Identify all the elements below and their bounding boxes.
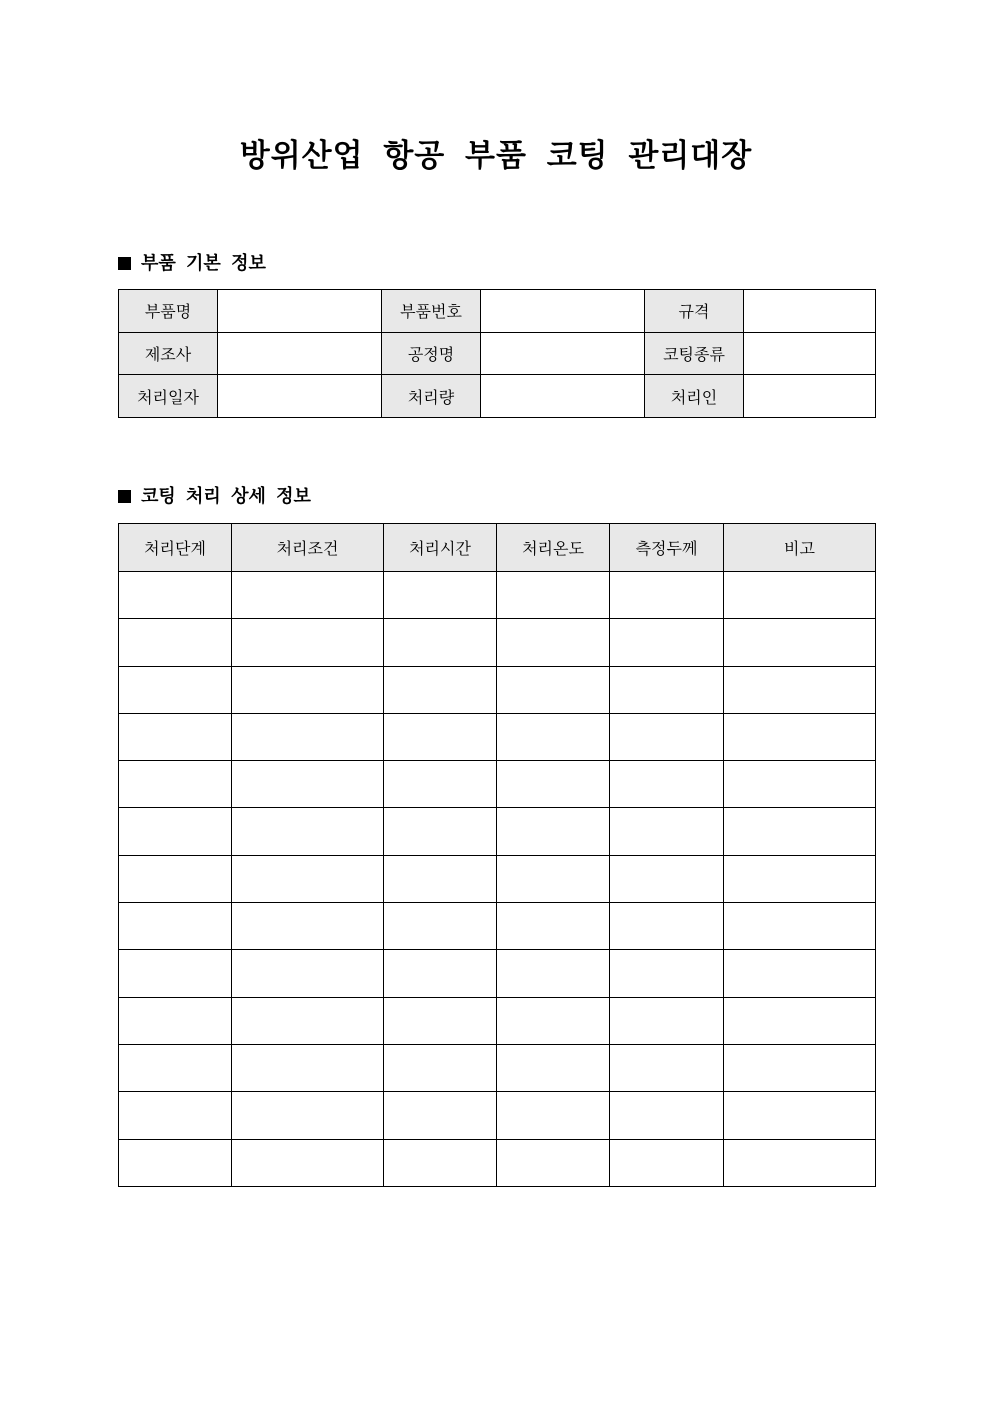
section-heading-detail-info — [118, 485, 311, 509]
remarks-cell[interactable] — [724, 619, 876, 666]
measured-thickness-cell[interactable] — [610, 572, 724, 619]
process-time-cell[interactable] — [384, 1092, 497, 1139]
measured-thickness-cell[interactable] — [610, 903, 724, 950]
process-condition-cell[interactable] — [232, 1044, 384, 1091]
process-stage-cell[interactable] — [119, 855, 232, 902]
manufacturer-field[interactable] — [218, 332, 382, 375]
remarks-cell[interactable] — [724, 572, 876, 619]
process-temperature-cell[interactable] — [497, 761, 610, 808]
process-date-field[interactable] — [218, 375, 382, 418]
process-stage-cell[interactable] — [119, 903, 232, 950]
process-stage-cell[interactable] — [119, 1092, 232, 1139]
square-bullet-icon — [118, 257, 131, 270]
measured-thickness-cell[interactable] — [610, 761, 724, 808]
process-time-cell[interactable] — [384, 619, 497, 666]
specification-field[interactable] — [744, 290, 876, 333]
process-condition-cell[interactable] — [232, 950, 384, 997]
process-condition-cell[interactable] — [232, 1139, 384, 1186]
remarks-cell[interactable] — [724, 855, 876, 902]
process-condition-cell[interactable] — [232, 666, 384, 713]
process-time-cell[interactable] — [384, 572, 497, 619]
operator-field[interactable] — [744, 375, 876, 418]
measured-thickness-cell[interactable] — [610, 619, 724, 666]
table-row — [119, 903, 876, 950]
process-name-field[interactable] — [481, 332, 645, 375]
process-quantity-field[interactable] — [481, 375, 645, 418]
process-stage-cell[interactable] — [119, 950, 232, 997]
table-row — [119, 666, 876, 713]
measured-thickness-cell[interactable] — [610, 666, 724, 713]
process-stage-cell[interactable] — [119, 1139, 232, 1186]
process-stage-cell[interactable] — [119, 666, 232, 713]
process-time-cell[interactable] — [384, 713, 497, 760]
square-bullet-icon — [118, 490, 131, 503]
measured-thickness-cell[interactable] — [610, 950, 724, 997]
table-row — [119, 950, 876, 997]
process-condition-cell[interactable] — [232, 619, 384, 666]
process-temperature-cell[interactable] — [497, 950, 610, 997]
process-time-cell[interactable] — [384, 1044, 497, 1091]
table-row — [119, 572, 876, 619]
process-stage-cell[interactable] — [119, 572, 232, 619]
label-specification: 규격 — [645, 290, 744, 333]
process-stage-cell[interactable] — [119, 619, 232, 666]
process-stage-cell[interactable] — [119, 808, 232, 855]
process-temperature-cell[interactable] — [497, 1139, 610, 1186]
measured-thickness-cell[interactable] — [610, 1092, 724, 1139]
table-row — [119, 1044, 876, 1091]
process-temperature-cell[interactable] — [497, 808, 610, 855]
process-condition-cell[interactable] — [232, 808, 384, 855]
remarks-cell[interactable] — [724, 1092, 876, 1139]
remarks-cell[interactable] — [724, 713, 876, 760]
process-stage-cell[interactable] — [119, 997, 232, 1044]
label-coating-type: 코팅종류 — [645, 332, 744, 375]
remarks-cell[interactable] — [724, 808, 876, 855]
label-process-name: 공정명 — [382, 332, 481, 375]
process-temperature-cell[interactable] — [497, 855, 610, 902]
process-temperature-cell[interactable] — [497, 997, 610, 1044]
measured-thickness-cell[interactable] — [610, 855, 724, 902]
process-temperature-cell[interactable] — [497, 619, 610, 666]
section-heading-basic-info — [118, 252, 266, 276]
table-header-row — [119, 524, 876, 572]
table-row — [119, 619, 876, 666]
column-header-process-time: 처리시간 — [384, 524, 497, 572]
section-heading-label: 부품 기본 정보 — [141, 253, 266, 274]
label-part-number: 부품번호 — [382, 290, 481, 333]
process-condition-cell[interactable] — [232, 761, 384, 808]
remarks-cell[interactable] — [724, 666, 876, 713]
process-temperature-cell[interactable] — [497, 713, 610, 760]
column-header-measured-thickness: 측정두께 — [610, 524, 724, 572]
measured-thickness-cell[interactable] — [610, 1139, 724, 1186]
measured-thickness-cell[interactable] — [610, 997, 724, 1044]
table-row — [119, 713, 876, 760]
table-row — [119, 808, 876, 855]
table-row — [119, 1139, 876, 1186]
label-operator: 처리인 — [645, 375, 744, 418]
measured-thickness-cell[interactable] — [610, 1044, 724, 1091]
label-process-quantity: 처리량 — [382, 375, 481, 418]
table-row — [119, 290, 876, 333]
label-process-date: 처리일자 — [119, 375, 218, 418]
table-row — [119, 761, 876, 808]
process-condition-cell[interactable] — [232, 1092, 384, 1139]
label-manufacturer: 제조사 — [119, 332, 218, 375]
remarks-cell[interactable] — [724, 903, 876, 950]
remarks-cell[interactable] — [724, 997, 876, 1044]
label-part-name: 부품명 — [119, 290, 218, 333]
process-stage-cell[interactable] — [119, 761, 232, 808]
measured-thickness-cell[interactable] — [610, 713, 724, 760]
page-title: 방위산업 항공 부품 코팅 관리대장 — [239, 138, 753, 174]
remarks-cell[interactable] — [724, 950, 876, 997]
detail-table-body — [119, 572, 876, 1187]
process-condition-cell[interactable] — [232, 713, 384, 760]
column-header-process-stage: 처리단계 — [119, 524, 232, 572]
process-time-cell[interactable] — [384, 761, 497, 808]
process-temperature-cell[interactable] — [497, 666, 610, 713]
process-condition-cell[interactable] — [232, 903, 384, 950]
part-name-field[interactable] — [218, 290, 382, 333]
process-temperature-cell[interactable] — [497, 903, 610, 950]
coating-detail-table — [118, 523, 876, 1187]
process-temperature-cell[interactable] — [497, 1092, 610, 1139]
section-heading-label: 코팅 처리 상세 정보 — [141, 486, 311, 507]
table-row — [119, 1092, 876, 1139]
basic-info-table — [118, 289, 876, 418]
table-row — [119, 997, 876, 1044]
table-row — [119, 332, 876, 375]
remarks-cell[interactable] — [724, 1044, 876, 1091]
process-time-cell[interactable] — [384, 903, 497, 950]
process-time-cell[interactable] — [384, 950, 497, 997]
process-stage-cell[interactable] — [119, 713, 232, 760]
remarks-cell[interactable] — [724, 761, 876, 808]
remarks-cell[interactable] — [724, 1139, 876, 1186]
process-time-cell[interactable] — [384, 666, 497, 713]
process-condition-cell[interactable] — [232, 855, 384, 902]
process-time-cell[interactable] — [384, 1139, 497, 1186]
part-number-field[interactable] — [481, 290, 645, 333]
process-temperature-cell[interactable] — [497, 572, 610, 619]
measured-thickness-cell[interactable] — [610, 808, 724, 855]
process-temperature-cell[interactable] — [497, 1044, 610, 1091]
column-header-remarks: 비고 — [724, 524, 876, 572]
process-time-cell[interactable] — [384, 855, 497, 902]
coating-type-field[interactable] — [744, 332, 876, 375]
process-condition-cell[interactable] — [232, 997, 384, 1044]
column-header-process-temperature: 처리온도 — [497, 524, 610, 572]
table-row — [119, 375, 876, 418]
process-time-cell[interactable] — [384, 997, 497, 1044]
process-stage-cell[interactable] — [119, 1044, 232, 1091]
column-header-process-condition: 처리조건 — [232, 524, 384, 572]
table-row — [119, 855, 876, 902]
process-condition-cell[interactable] — [232, 572, 384, 619]
process-time-cell[interactable] — [384, 808, 497, 855]
